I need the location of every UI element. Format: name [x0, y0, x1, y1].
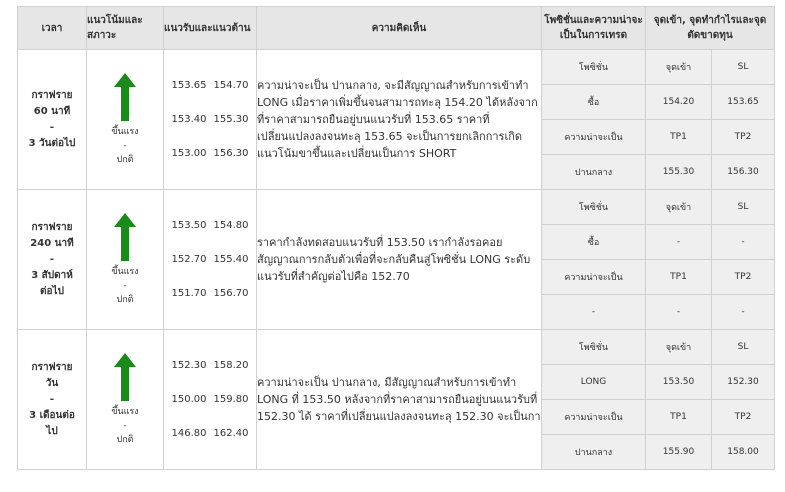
trend-state-label: ปกติ	[116, 154, 134, 165]
entry-cell: TP1	[646, 260, 712, 295]
level-pair	[164, 383, 256, 417]
timeframe-line: กราฟราย	[31, 361, 73, 373]
entry-cell: TP1	[646, 400, 712, 435]
support-value: 150.00	[171, 394, 207, 405]
level-pair	[164, 277, 256, 311]
support-value: 153.50	[171, 220, 207, 231]
stop-cell: -	[712, 225, 775, 260]
resistance-value: 155.30	[213, 114, 249, 125]
level-pair	[164, 417, 256, 451]
trend-strength-label: ขึ้นแรง	[111, 406, 139, 417]
support-value: 153.65	[171, 80, 207, 91]
entry-cell: จุดเข้า	[646, 190, 712, 225]
stop-cell: SL	[712, 50, 775, 85]
level-pair	[164, 349, 256, 383]
levels-cell	[164, 50, 257, 190]
trend-cell	[87, 50, 164, 190]
position-cell: ซื้อ	[542, 85, 646, 120]
timeframe-line: 3 สัปดาห์	[31, 269, 73, 281]
trend-separator: -	[123, 280, 127, 291]
stop-cell: TP2	[712, 260, 775, 295]
trend-strength-label: ขึ้นแรง	[111, 266, 139, 277]
levels-cell	[164, 330, 257, 470]
entry-cell: 153.50	[646, 365, 712, 400]
header-levels: แนวรับและแนวต้าน	[164, 7, 257, 50]
stop-cell: -	[712, 295, 775, 330]
trend-cell	[87, 330, 164, 470]
stop-cell: TP2	[712, 120, 775, 155]
timeframe-cell	[18, 190, 87, 330]
timeframe-line: 240 นาที	[30, 237, 74, 249]
resistance-value: 154.80	[213, 220, 249, 231]
level-pair	[164, 103, 256, 137]
timeframe-line: 3 วันต่อไป	[28, 137, 76, 149]
entry-cell: -	[646, 295, 712, 330]
header-row	[18, 7, 775, 50]
timeframe-line: ไป	[46, 425, 58, 437]
position-cell: ความน่าจะเป็น	[542, 120, 646, 155]
support-value: 152.70	[171, 254, 207, 265]
comment-cell: ราคากำลังทดสอบแนวรับที่ 153.50 เรากำลังรอคอยสัญญาณการกลับตัวเพื่อที่จะกลับคืนสู่โพซิชั่น LONG ระดับแนวรับที่สำคัญต่อไปคือ 152.70	[257, 190, 542, 330]
resistance-value: 156.30	[213, 148, 249, 159]
level-pair	[164, 243, 256, 277]
table-row	[18, 330, 775, 365]
stop-cell: TP2	[712, 400, 775, 435]
table-row	[18, 50, 775, 85]
trend-strength-label: ขึ้นแรง	[111, 126, 139, 137]
resistance-value: 162.40	[213, 428, 249, 439]
comment-cell: ความน่าจะเป็น ปานกลาง, จะมีสัญญาณสำหรับการเข้าทำ LONG เมื่อราคาเพิ่มขึ้นจนสามารถทะลุ 154.20 ได้หลังจากที่ราคาสามารถยืนอยู่บนแนวรับที่ 153.65 ราคาที่เปลี่ยนแปลงลงจนทะลุ 153.65 จะเป็นการยกเลิกการเกิดแนวโน้มขาขึ้นและเปลี่ยนเป็นการ SHORT	[257, 50, 542, 190]
stop-cell: 152.30	[712, 365, 775, 400]
comment-cell: ความน่าจะเป็น ปานกลาง, มีสัญญาณสำหรับการเข้าทำ LONG ที่ 153.50 หลังจากที่ราคาสามารถยืนอยู่บนแนวรับที่ 152.30 ได้ ราคาที่เปลี่ยนแปลงลงจนทะลุ 152.30 จะเป็นกา	[257, 330, 542, 470]
resistance-value: 155.40	[213, 254, 249, 265]
entry-cell: จุดเข้า	[646, 330, 712, 365]
support-value: 153.00	[171, 148, 207, 159]
position-cell: LONG	[542, 365, 646, 400]
timeframe-line: กราฟราย	[31, 221, 73, 233]
timeframe-line: -	[49, 253, 55, 265]
stop-cell: SL	[712, 330, 775, 365]
header-entry: จุดเข้า, จุดทำกำไรและจุดตัดขาดทุน	[646, 7, 775, 50]
entry-cell: 155.30	[646, 155, 712, 190]
header-time: เวลา	[18, 7, 87, 50]
header-trend: แนวโน้มและสภาวะ	[87, 7, 164, 50]
up-arrow-icon	[114, 353, 136, 401]
position-cell: ความน่าจะเป็น	[542, 260, 646, 295]
timeframe-line: ต่อไป	[40, 285, 64, 297]
trend-cell	[87, 190, 164, 330]
header-comment: ความคิดเห็น	[257, 7, 542, 50]
support-value: 146.80	[171, 428, 207, 439]
header-position: โพซิชั่นและความน่าจะเป็นในการเทรด	[542, 7, 646, 50]
resistance-value: 156.70	[213, 288, 249, 299]
position-cell: ปานกลาง	[542, 155, 646, 190]
timeframe-line: -	[49, 121, 55, 133]
timeframe-line: กราฟราย	[31, 89, 73, 101]
entry-cell: 154.20	[646, 85, 712, 120]
trend-state-label: ปกติ	[116, 294, 134, 305]
entry-cell: 155.90	[646, 435, 712, 470]
resistance-value: 154.70	[213, 80, 249, 91]
position-cell: โพซิชั่น	[542, 190, 646, 225]
entry-cell: TP1	[646, 120, 712, 155]
level-pair	[164, 209, 256, 243]
entry-cell: จุดเข้า	[646, 50, 712, 85]
support-value: 153.40	[171, 114, 207, 125]
trend-state-label: ปกติ	[116, 434, 134, 445]
stop-cell: SL	[712, 190, 775, 225]
stop-cell: 158.00	[712, 435, 775, 470]
position-cell: ซื้อ	[542, 225, 646, 260]
table-row	[18, 190, 775, 225]
timeframe-line: 60 นาที	[33, 105, 71, 117]
timeframe-line: วัน	[45, 377, 59, 389]
resistance-value: 158.20	[213, 360, 249, 371]
stop-cell: 153.65	[712, 85, 775, 120]
support-value: 151.70	[171, 288, 207, 299]
timeframe-cell	[18, 50, 87, 190]
resistance-value: 159.80	[213, 394, 249, 405]
level-pair	[164, 137, 256, 171]
up-arrow-icon	[114, 73, 136, 121]
entry-cell: -	[646, 225, 712, 260]
position-cell: โพซิชั่น	[542, 50, 646, 85]
stop-cell: 156.30	[712, 155, 775, 190]
position-cell: ปานกลาง	[542, 435, 646, 470]
timeframe-cell	[18, 330, 87, 470]
up-arrow-icon	[114, 213, 136, 261]
forecast-table	[17, 6, 775, 470]
timeframe-line: -	[49, 393, 55, 405]
level-pair	[164, 69, 256, 103]
timeframe-line: 3 เดือนต่อ	[29, 409, 75, 421]
support-value: 152.30	[171, 360, 207, 371]
position-cell: โพซิชั่น	[542, 330, 646, 365]
trend-separator: -	[123, 420, 127, 431]
position-cell: ความน่าจะเป็น	[542, 400, 646, 435]
trend-separator: -	[123, 140, 127, 151]
position-cell: -	[542, 295, 646, 330]
levels-cell	[164, 190, 257, 330]
